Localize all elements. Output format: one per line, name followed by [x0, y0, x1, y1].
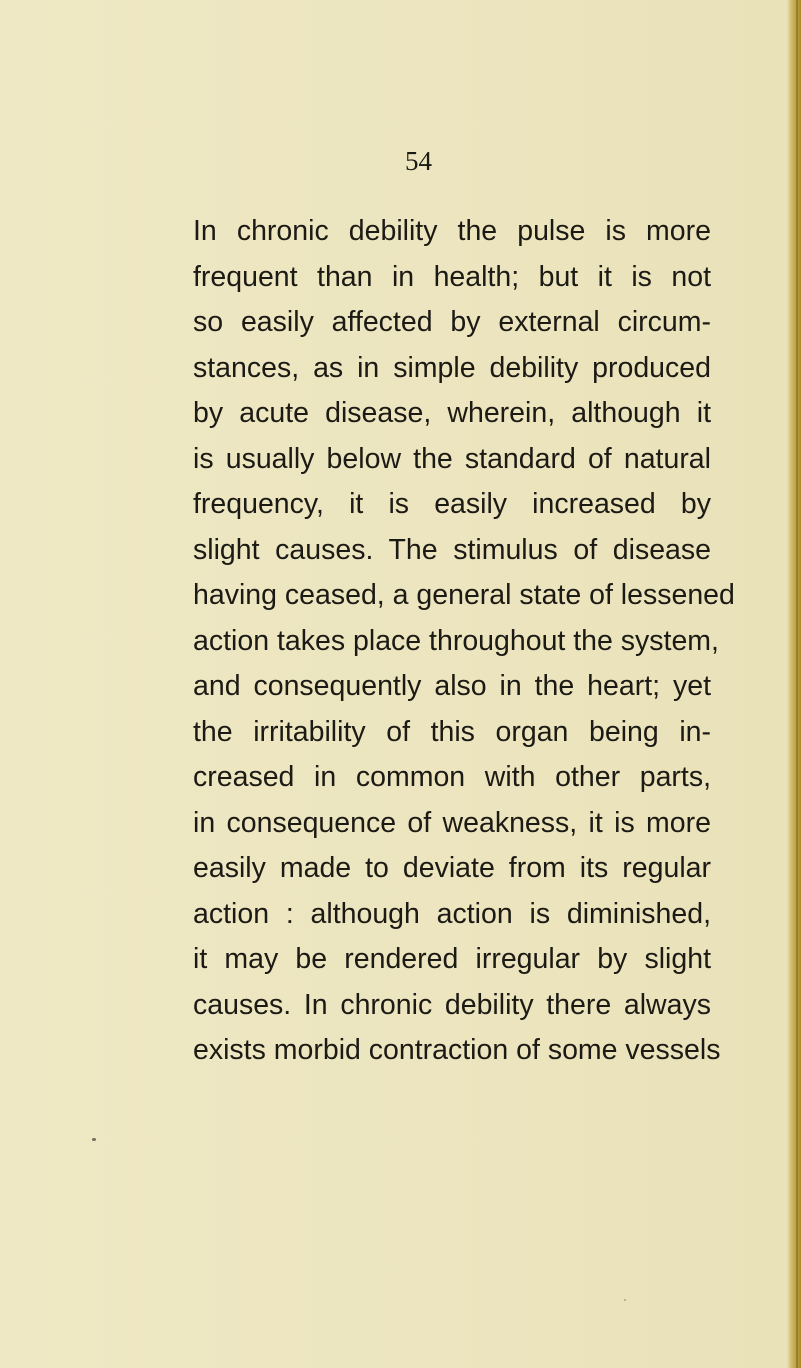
text-line: having ceased, a general state of lessened [193, 579, 735, 611]
text-line: action takes place throughout the system, [193, 624, 719, 657]
page-edge-line [796, 0, 798, 1368]
text-line: so easily affected by external circum- [193, 306, 711, 338]
text-line: easily made to deviate from its regular [193, 852, 711, 884]
paper-speck [624, 1299, 626, 1301]
page-number: 54 [405, 146, 432, 176]
text-line: action : although action is diminished, [193, 897, 711, 930]
paper-speck [290, 410, 292, 412]
text-line: causes. In chronic debility there always [193, 988, 711, 1021]
text-line: creased in common with other parts, [193, 761, 711, 793]
text-line: frequent than in health; but it is not [193, 260, 711, 293]
text-line: In chronic debility the pulse is more [193, 215, 711, 247]
paper-speck [92, 1138, 96, 1141]
text-line: by acute disease, wherein, although it [193, 397, 711, 429]
text-line: in consequence of weakness, it is more [193, 806, 711, 839]
body-paragraph [193, 209, 735, 1074]
text-line: frequency, it is easily increased by [193, 488, 711, 520]
text-line: exists morbid contraction of some vessels [193, 1034, 721, 1066]
text-line: stances, as in simple debility produced [193, 351, 711, 384]
text-line: slight causes. The stimulus of disease [193, 533, 711, 566]
page-edge-shadow [787, 0, 801, 1368]
text-line: the irritability of this organ being in- [193, 715, 711, 748]
text-line: it may be rendered irregular by slight [193, 943, 711, 975]
text-line: and consequently also in the heart; yet [193, 670, 711, 702]
text-line: is usually below the standard of natural [193, 442, 711, 475]
